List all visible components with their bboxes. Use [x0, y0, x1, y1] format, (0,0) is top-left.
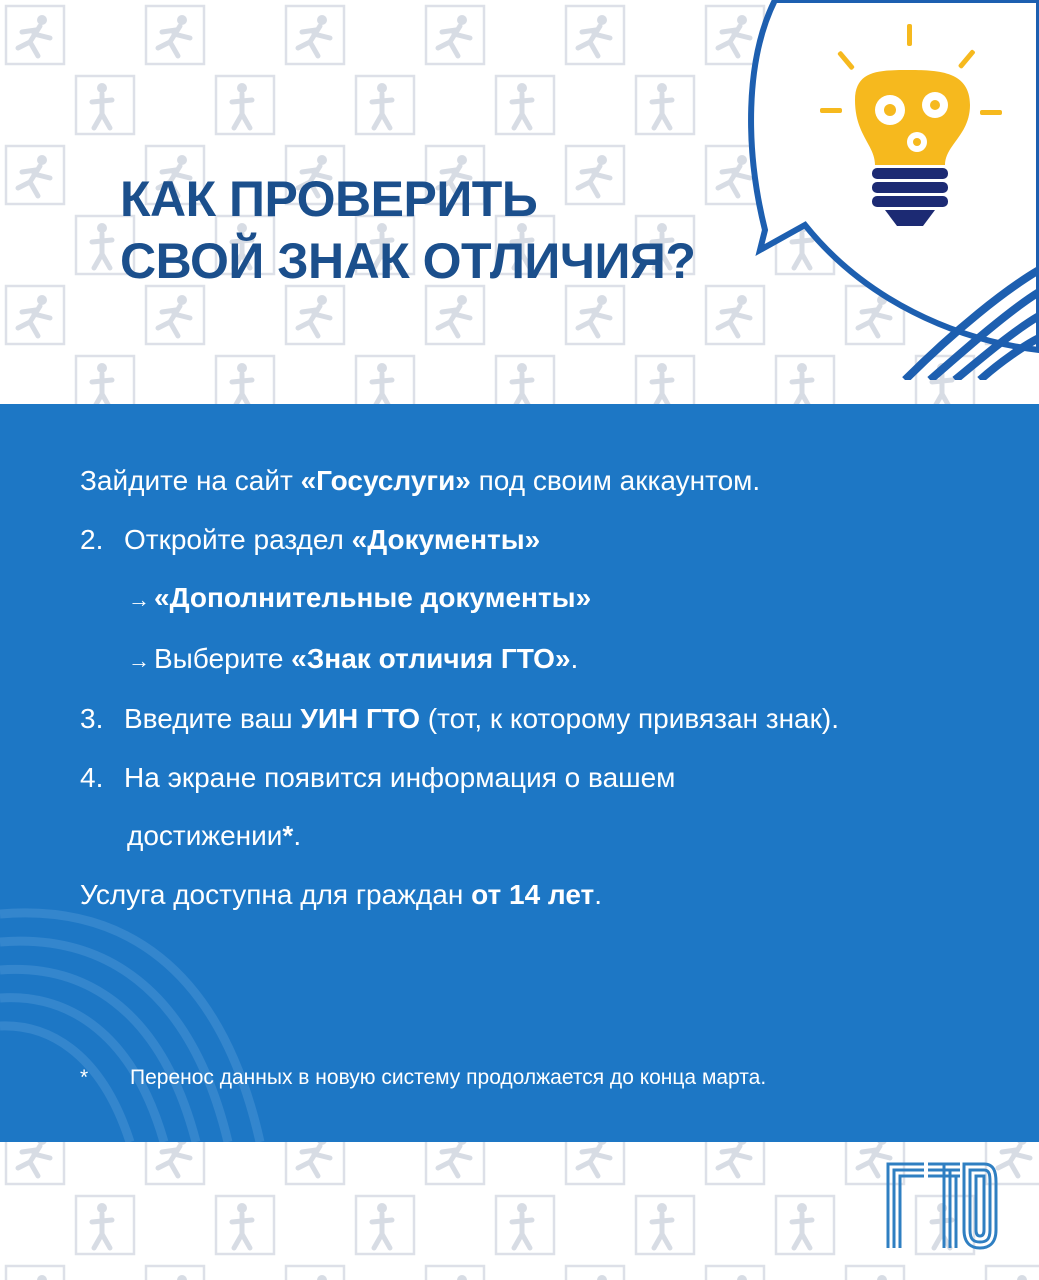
gto-logo-icon	[884, 1160, 1000, 1250]
arrow-right-icon: →	[128, 647, 150, 673]
page-title	[120, 168, 695, 292]
gosuslugi-label: «Госуслуги»	[300, 465, 471, 496]
step-2-sub-2: → Выберите «Знак отличия ГТО».	[80, 630, 1010, 691]
step-2-sub-1: → «Дополнительные документы»	[80, 569, 1010, 630]
lightbulb-gears-icon	[725, 0, 1039, 380]
step-4-continued: достижении*.	[127, 820, 302, 851]
title-line-1: КАК ПРОВЕРИТЬ	[120, 171, 538, 227]
service-note: Услуга доступна для граждан от 14 лет.	[80, 878, 603, 910]
steps-list	[80, 452, 1010, 924]
title-line-2: СВОЙ ЗНАК ОТЛИЧИЯ?	[120, 233, 696, 289]
step-4: 4. На экране появится информация о вашем	[80, 749, 1010, 808]
step-intro: Зайдите на сайт «Госуслуги» под своим аккаунтом.	[80, 465, 761, 496]
footnote-text: Перенос данных в новую систему продолжается до конца марта.	[130, 1066, 767, 1089]
step-number: 3.	[80, 703, 104, 734]
step-3: 3. Введите ваш УИН ГТО (тот, к которому привязан знак).	[80, 690, 1010, 749]
step-2: 2. Откройте раздел «Документы»	[80, 511, 1010, 570]
arrow-right-icon: →	[128, 587, 150, 612]
footnote	[80, 1066, 766, 1090]
step-number: 4.	[80, 761, 104, 793]
instructions-panel	[0, 404, 1039, 1142]
footnote-mark: *	[80, 1066, 89, 1089]
step-number: 2.	[80, 523, 104, 555]
